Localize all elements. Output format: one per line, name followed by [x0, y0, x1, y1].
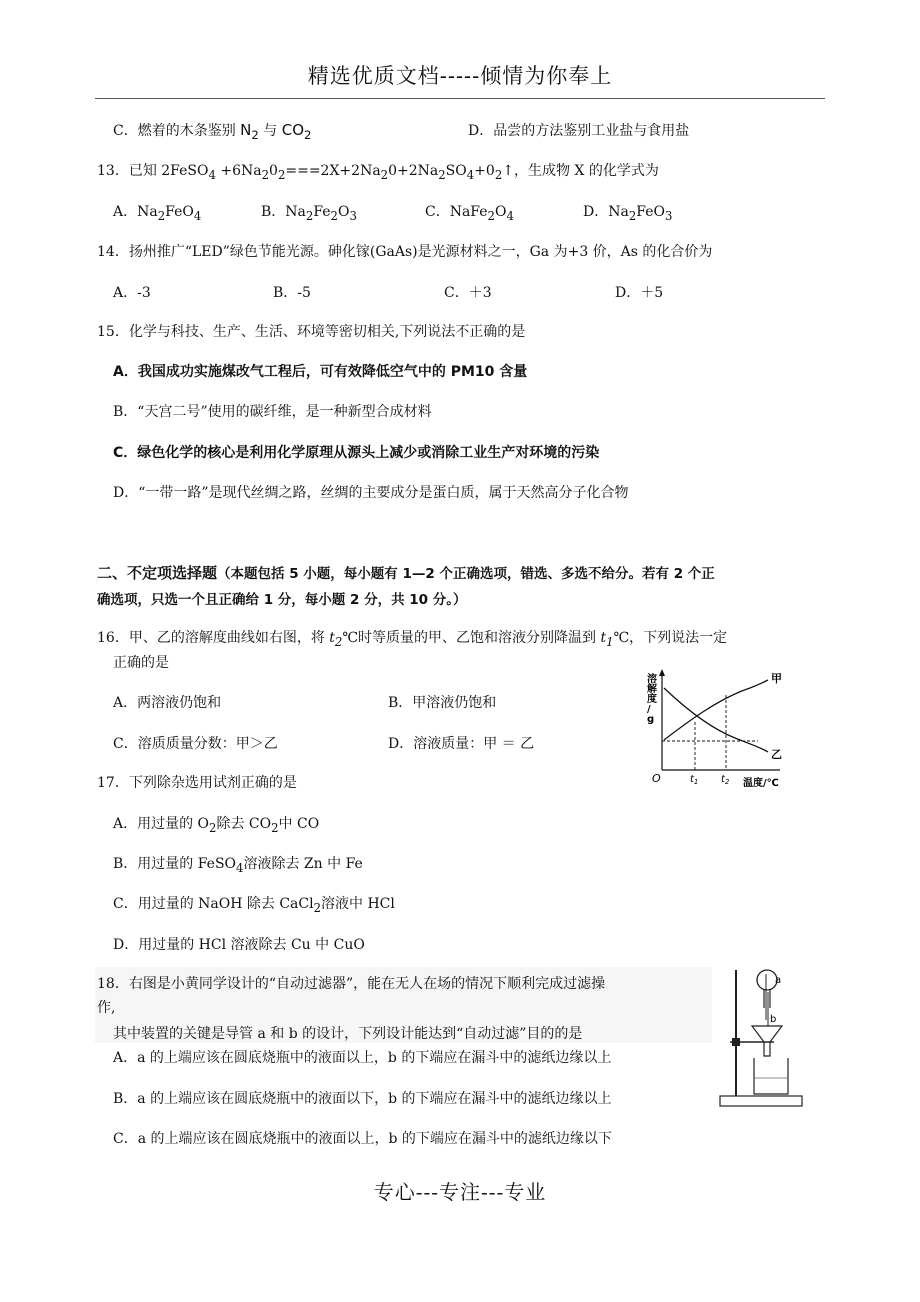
- q15-stem: 15．化学与科技、生产、生活、环境等密切相关,下列说法不正确的是: [97, 324, 526, 340]
- q12-option-c: C．燃着的木条鉴别 $N_2$ 与 $CO_2$: [113, 121, 312, 142]
- q13-stem: 13．已知 2FeSO$_4$ $+6Na_20_2===2X+2Na_20+2Na_2SO_4+0_2↑$，生成物 X 的化学式为: [97, 163, 659, 182]
- q18-stem-line1: 18．右图是小黄同学设计的“自动过滤器”，能在无人在场的情况下顺利完成过滤操: [97, 976, 606, 992]
- q13-option-d: D．$Na_2FeO_3$: [583, 204, 673, 223]
- curve-jia: [664, 680, 768, 740]
- q17-option-b: B．用过量的 FeSO$_4$溶液除去 Zn 中 Fe: [113, 856, 363, 875]
- q13-option-c: C．$NaFe_2O_4$: [425, 204, 514, 223]
- curve-yi: [664, 688, 768, 752]
- solubility-graph: [640, 668, 800, 796]
- page-footer: 专心---专注---专业: [373, 1180, 547, 1204]
- round-flask: [757, 970, 777, 990]
- tick-t1: $t_1$: [690, 774, 699, 786]
- clamp-joint: [732, 1038, 740, 1046]
- q17-stem: 17．下列除杂选用试剂正确的是: [97, 775, 297, 791]
- section2-note: 确选项，只选一个且正确给 1 分，每小题 2 分，共 10 分。）: [97, 592, 467, 608]
- q18-option-a: A．a 的上端应该在圆底烧瓶中的液面以上，b 的下端应在漏斗中的滤纸边缘以上: [113, 1050, 612, 1066]
- q18-stem-line2: 作,: [97, 1000, 116, 1016]
- curve-jia-label: 甲: [771, 672, 782, 685]
- curve-yi-label: 乙: [771, 748, 782, 761]
- q18-stem-line3: 其中装置的关键是导管 a 和 b 的设计，下列设计能达到“自动过滤”目的的是: [113, 1026, 583, 1042]
- y-axis-label-char: /: [647, 704, 651, 715]
- q15-option-a: A．我国成功实施煤改气工程后，可有效降低空气中的 PM10 含量: [113, 364, 528, 380]
- funnel: [752, 1026, 782, 1056]
- y-axis-label-char: g: [647, 714, 655, 725]
- q14-stem: 14．扬州推广“LED”绿色节能光源。砷化镓(GaAs)是光源材料之一，Ga 为+3 价，As 的化合价为: [97, 244, 713, 260]
- q16-option-c: C．溶质质量分数：甲＞乙: [113, 736, 278, 752]
- label-a: a: [775, 975, 782, 986]
- q18-option-b: B．a 的上端应该在圆底烧瓶中的液面以下，b 的下端应在漏斗中的滤纸边缘以上: [113, 1091, 612, 1107]
- q14-option-a: A．-3: [113, 285, 151, 301]
- y-axis-label-char: 溶: [647, 674, 657, 685]
- q15-option-c: C．绿色化学的核心是利用化学原理从源头上减少或消除工业生产对环境的污染: [113, 445, 600, 461]
- header-divider: [95, 98, 825, 99]
- y-axis-label: [647, 672, 658, 725]
- q17-option-c: C．用过量的 NaOH 除去 CaCl$_2$溶液中 HCl: [113, 896, 395, 915]
- q13-option-a: A．$Na_2FeO_4$: [113, 204, 202, 223]
- y-axis-label-char: 解: [647, 684, 657, 695]
- x-axis-label: 温度/℃: [743, 778, 779, 789]
- q18-option-c: C．a 的上端应该在圆底烧瓶中的液面以上，b 的下端应在漏斗中的滤纸边缘以下: [113, 1131, 612, 1147]
- y-axis-label-char: 度: [647, 694, 657, 705]
- beaker: [754, 1058, 788, 1094]
- label-b: b: [770, 1014, 777, 1025]
- q16-option-b: B．甲溶液仍饱和: [388, 695, 497, 711]
- q15-option-b: B．“天宫二号”使用的碳纤维，是一种新型合成材料: [113, 404, 432, 420]
- y-axis-arrow: [659, 669, 665, 676]
- q16-option-d: D．溶液质量：甲 ＝ 乙: [388, 736, 535, 752]
- q17-option-d: D．用过量的 HCl 溶液除去 Cu 中 CuO: [113, 937, 365, 953]
- page-header: 精选优质文档-----倾情为你奉上: [307, 64, 613, 88]
- tick-t2: $t_2$: [721, 774, 730, 786]
- origin-label: O: [652, 772, 661, 785]
- q14-option-b: B．-5: [273, 285, 311, 301]
- section2-heading: 二、不定项选择题（本题包括 5 小题，每小题有 1—2 个正确选项，错选、多选不给分。若有 2 个正: [97, 564, 715, 582]
- q16-option-a: A．两溶液仍饱和: [113, 695, 222, 711]
- stand-base: [720, 1096, 802, 1106]
- q14-option-c: C．＋3: [444, 285, 492, 301]
- auto-filter-apparatus: [712, 962, 812, 1118]
- q13-option-b: B．$Na_2Fe_2O_3$: [261, 204, 357, 223]
- q14-option-d: D．＋5: [615, 285, 664, 301]
- q16-stem-line2: 正确的是: [113, 655, 169, 671]
- q12-option-d: D．品尝的方法鉴别工业盐与食用盐: [468, 123, 690, 139]
- q16-stem: 16．甲、乙的溶解度曲线如右图，将 $t_2℃$时等质量的甲、乙饱和溶液分别降温到 $t_1℃$，下列说法一定: [97, 630, 728, 649]
- q17-option-a: A．用过量的 $O_2$除去 $CO_2$中 CO: [113, 816, 320, 835]
- q15-option-d: D．“一带一路”是现代丝绸之路，丝绸的主要成分是蛋白质，属于天然高分子化合物: [113, 485, 629, 501]
